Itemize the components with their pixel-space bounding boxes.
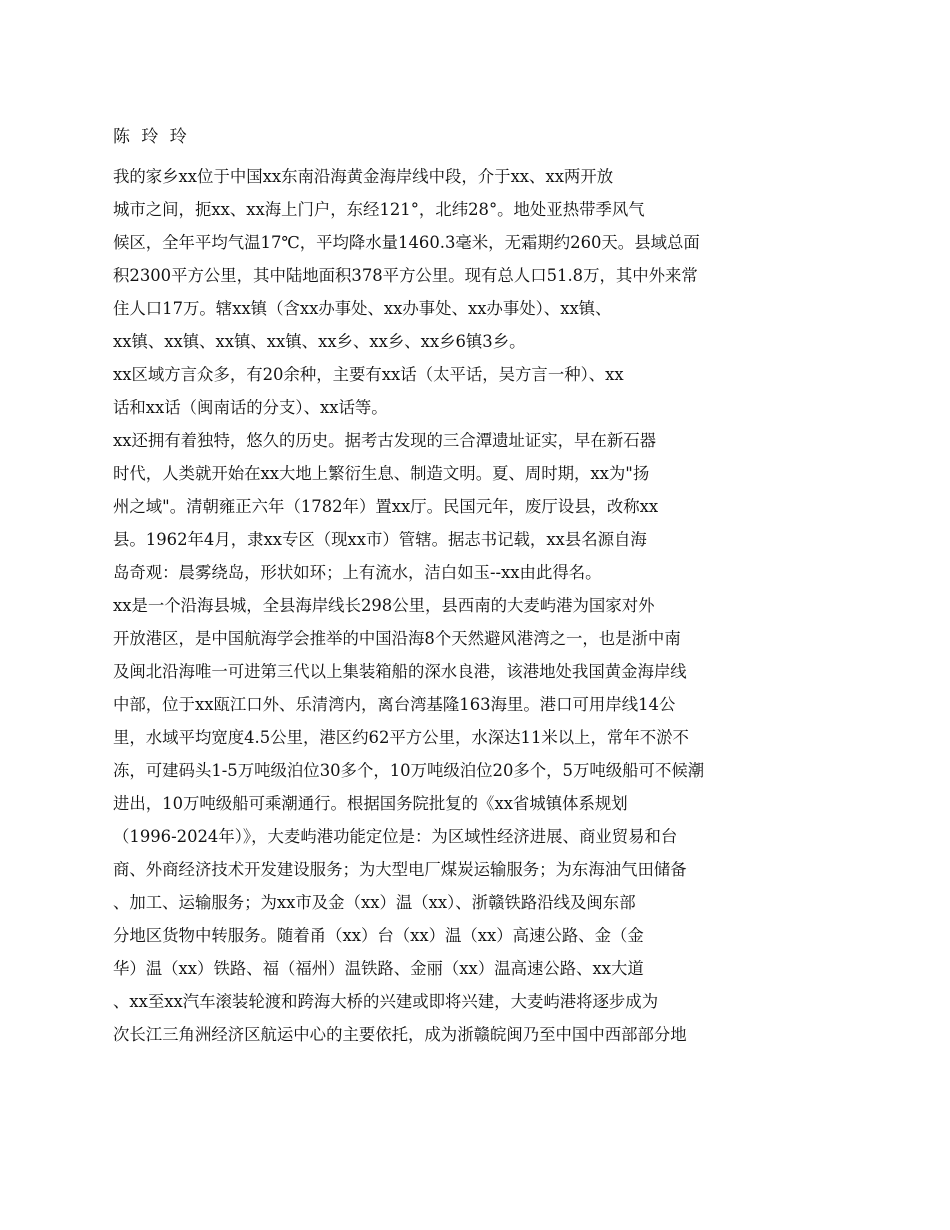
text-line: 州之域"。清朝雍正六年（1782年）置xx厅。民国元年，废厅设县，改称xx <box>113 497 659 516</box>
text-line: 次长江三角洲经济区航运中心的主要依托，成为浙赣皖闽乃至中国中西部部分地 <box>113 1025 687 1044</box>
text-line: 住人口17万。辖xx镇（含xx办事处、xx办事处、xx办事处）、xx镇、 <box>113 299 612 318</box>
text-line: 县。1962年4月，隶xx专区（现xx市）管辖。据志书记载，xx县名源自海 <box>113 530 647 549</box>
author-name: 陈 玲 玲 <box>113 127 190 147</box>
text-line: xx区域方言众多，有20余种，主要有xx话（太平话，吴方言一种）、xx <box>113 365 624 384</box>
text-line: 话和xx话（闽南话的分支）、xx话等。 <box>113 398 388 417</box>
text-line: 我的家乡xx位于中国xx东南沿海黄金海岸线中段，介于xx、xx两开放 <box>113 167 614 186</box>
text-line: 商、外商经济技术开发建设服务；为大型电厂煤炭运输服务；为东海油气田储备 <box>113 860 687 879</box>
text-line: xx镇、xx镇、xx镇、xx镇、xx乡、xx乡、xx乡6镇3乡。 <box>113 332 526 351</box>
text-line: 时代，人类就开始在xx大地上繁衍生息、制造文明。夏、周时期，xx为"扬 <box>113 464 650 483</box>
text-line: 、加工、运输服务；为xx市及金（xx）温（xx）、浙赣铁路沿线及闽东部 <box>113 893 636 912</box>
body-text <box>113 160 833 1051</box>
text-line: 华）温（xx）铁路、福（福州）温铁路、金丽（xx）温高速公路、xx大道 <box>113 959 644 978</box>
text-line: 、xx至xx汽车滚装轮渡和跨海大桥的兴建或即将兴建，大麦屿港将逐步成为 <box>113 992 659 1011</box>
text-line: 积2300平方公里，其中陆地面积378平方公里。现有总人口51.8万，其中外来常 <box>113 266 698 285</box>
text-line: 岛奇观：晨雾绕岛，形状如环；上有流水，洁白如玉--xx由此得名。 <box>113 563 602 582</box>
text-line: 冻，可建码头1-5万吨级泊位30多个，10万吨级泊位20多个，5万吨级船可不候潮 <box>113 761 705 780</box>
text-line: xx还拥有着独特，悠久的历史。据考古发现的三合潭遗址证实，早在新石器 <box>113 431 656 450</box>
text-line: 进出，10万吨级船可乘潮通行。根据国务院批复的《xx省城镇体系规划 <box>113 794 628 813</box>
text-line: （1996-2024年）》，大麦屿港功能定位是：为区域性经济进展、商业贸易和台 <box>113 827 678 846</box>
text-line: 候区，全年平均气温17℃，平均降水量1460.3毫米，无霜期约260天。县域总面 <box>113 233 700 252</box>
text-line: 开放港区，是中国航海学会推举的中国沿海8个天然避风港湾之一，也是浙中南 <box>113 629 681 648</box>
text-line: 城市之间，扼xx、xx海上门户，东经121°，北纬28°。地处亚热带季风气 <box>113 200 645 219</box>
text-line: 中部，位于xx瓯江口外、乐清湾内，离台湾基隆163海里。港口可用岸线14公 <box>113 695 676 714</box>
text-line: 里，水域平均宽度4.5公里，港区约62平方公里，水深达11米以上，常年不淤不 <box>113 728 689 747</box>
text-line: xx是一个沿海县城，全县海岸线长298公里，县西南的大麦屿港为国家对外 <box>113 596 655 615</box>
text-line: 及闽北沿海唯一可进第三代以上集装箱船的深水良港，该港地处我国黄金海岸线 <box>113 662 687 681</box>
text-line: 分地区货物中转服务。随着甬（xx）台（xx）温（xx）高速公路、金（金 <box>113 926 644 945</box>
